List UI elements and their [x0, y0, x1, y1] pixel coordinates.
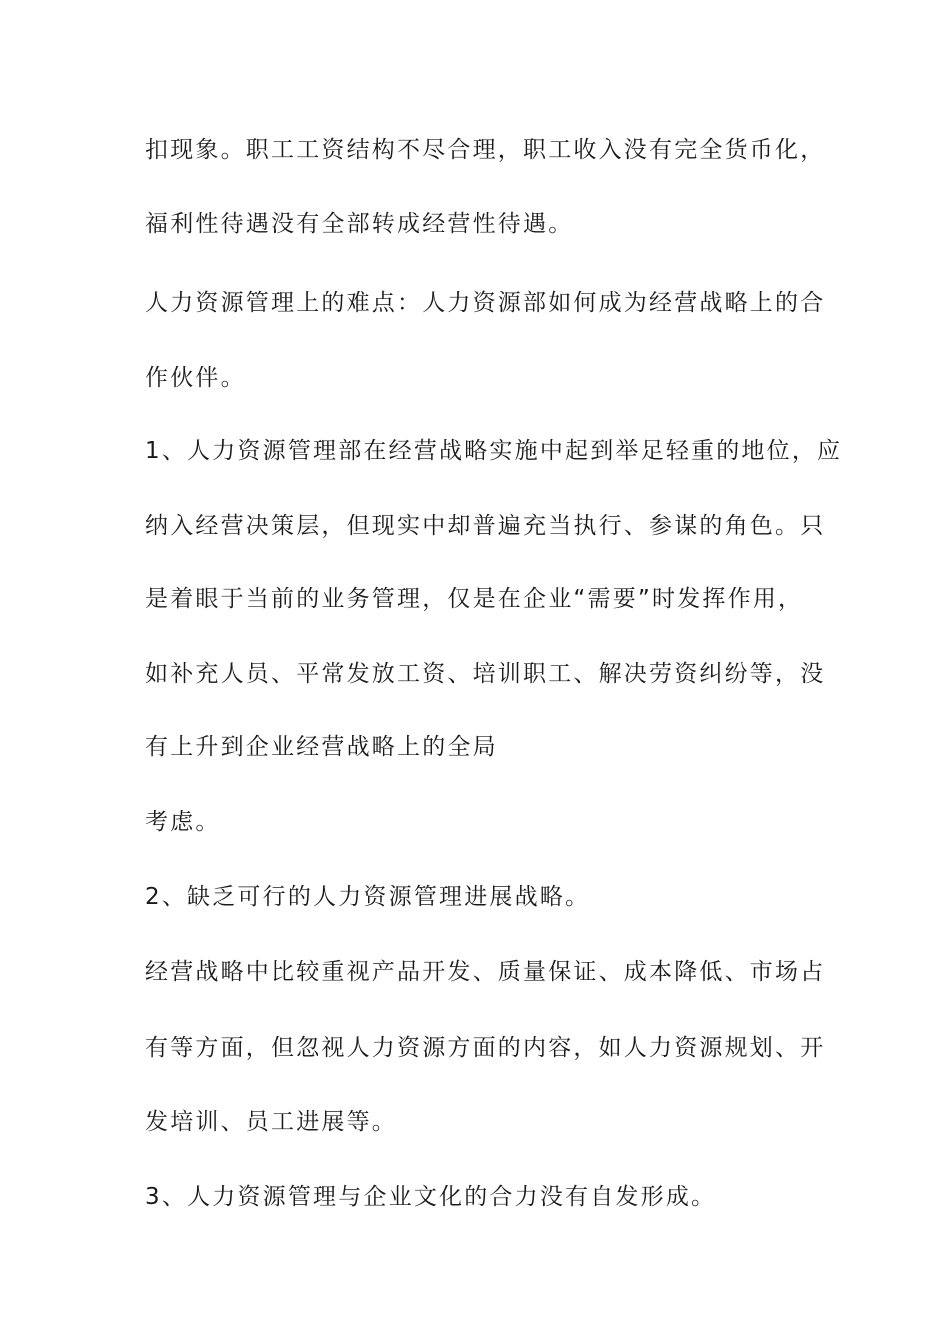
text-line: 纳入经营决策层，但现实中却普遍充当执行、参谋的角色。只 — [145, 513, 826, 539]
text-line: 有上升到企业经营战略上的全局 — [145, 734, 498, 760]
text-line: 扣现象。职工工资结构不尽合理，职工收入没有完全货币化， — [145, 137, 826, 163]
text-line: 3、人力资源管理与企业文化的合力没有自发形成。 — [145, 1184, 717, 1210]
text-line: 作伙伴。 — [145, 365, 246, 391]
text-line: 有等方面，但忽视人力资源方面的内容，如人力资源规划、开 — [145, 1035, 826, 1061]
text-line: 福利性待遇没有全部转成经营性待遇。 — [145, 211, 574, 237]
text-line: 考虑。 — [145, 809, 221, 835]
text-line: 经营战略中比较重视产品开发、质量保证、成本降低、市场占 — [145, 959, 826, 985]
text-line: 是着眼于当前的业务管理，仅是在企业“需要”时发挥作用， — [145, 586, 804, 612]
text-line: 1、人力资源管理部在经营战略实施中起到举足轻重的地位，应 — [145, 438, 843, 464]
text-line: 人力资源管理上的难点：人力资源部如何成为经营战略上的合 — [145, 290, 826, 316]
text-line: 发培训、员工进展等。 — [145, 1109, 397, 1135]
text-line: 2、缺乏可行的人力资源管理进展战略。 — [145, 884, 591, 910]
text-line: 如补充人员、平常发放工资、培训职工、解决劳资纠纷等，没 — [145, 661, 826, 687]
